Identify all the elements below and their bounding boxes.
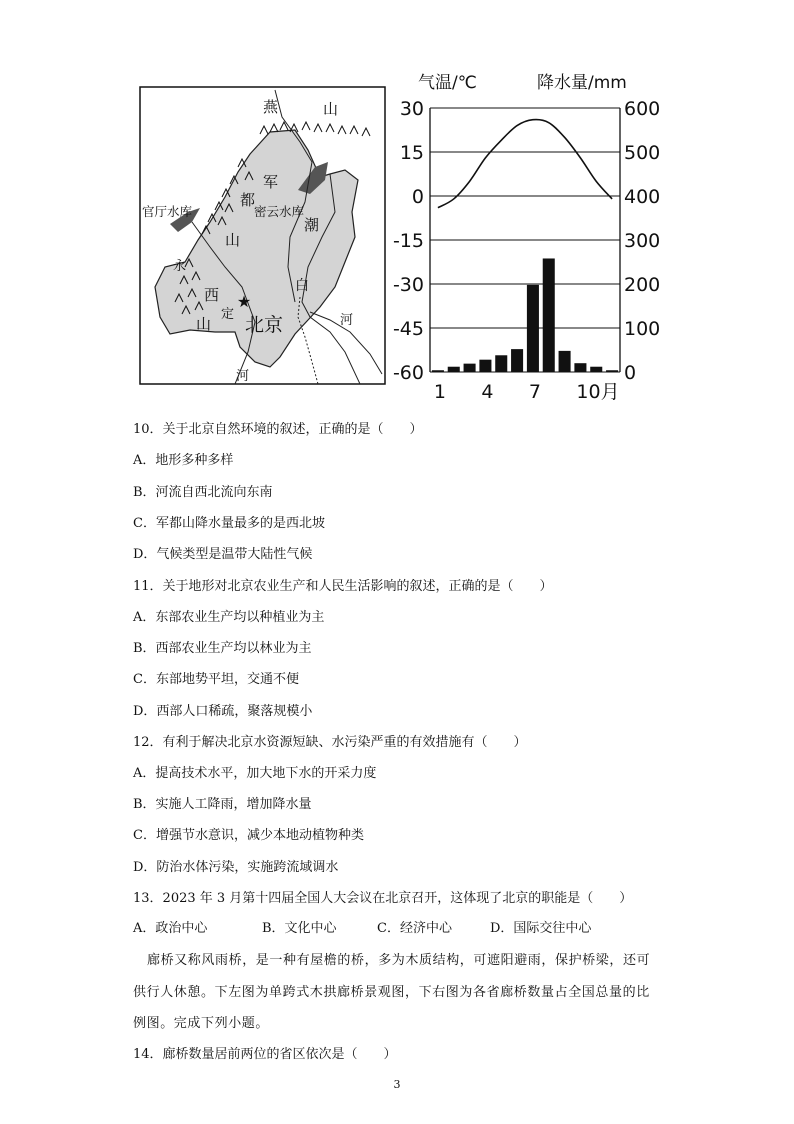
- temperature-curve: [438, 120, 612, 208]
- page-number: 3: [393, 1078, 401, 1091]
- precip-bars: [432, 258, 618, 372]
- right-tick-label: 600: [624, 98, 661, 120]
- left-tick-label: 30: [399, 98, 424, 120]
- precip-bar: [479, 360, 491, 372]
- label-du: 都: [240, 191, 256, 209]
- label-he-right: 河: [340, 313, 354, 328]
- label-miyun: 密云水库: [254, 204, 305, 219]
- left-tick-label: -15: [392, 230, 424, 252]
- q13-option-b[interactable]: B．文化中心: [262, 921, 337, 936]
- right-tick-label: 0: [624, 362, 637, 384]
- left-tick-label: 0: [411, 186, 424, 208]
- label-shan-top: 山: [323, 100, 339, 118]
- precip-bar: [448, 367, 460, 372]
- label-shan-low: 山: [196, 315, 212, 333]
- q13-option-c[interactable]: C．经济中心: [377, 921, 452, 936]
- precip-bar: [511, 349, 523, 372]
- q13-option-a[interactable]: A．政治中心: [133, 921, 208, 936]
- q11-option-c[interactable]: C．东部地势平坦，交通不便: [133, 672, 299, 687]
- precip-bar: [432, 370, 444, 372]
- q10-stem: 10．关于北京自然环境的叙述，正确的是（ ）: [133, 422, 423, 437]
- label-shan-mid: 山: [225, 231, 241, 249]
- capital-star-icon: ★: [236, 292, 252, 311]
- q12-option-c[interactable]: C．增强节水意识，减少本地动植物种类: [133, 828, 364, 843]
- x-tick-label: 7: [528, 381, 542, 403]
- label-beijing: 北京: [245, 314, 284, 336]
- precip-bar: [495, 355, 507, 372]
- q10-option-b[interactable]: B．河流自西北流向东南: [133, 485, 273, 500]
- q12-option-a[interactable]: A．提高技术水平，加大地下水的开采力度: [133, 766, 377, 781]
- precip-bar: [590, 367, 602, 372]
- right-tick-label: 100: [624, 318, 661, 340]
- precip-bar: [543, 258, 555, 372]
- q10-option-d[interactable]: D．气候类型是温带大陆性气候: [133, 547, 313, 562]
- label-yan: 燕: [263, 98, 279, 116]
- label-yong: 永: [173, 259, 187, 274]
- climate-chart: [392, 62, 661, 407]
- right-tick-label: 500: [624, 142, 661, 164]
- q14-stem: 14．廊桥数量居前两位的省区依次是（ ）: [133, 1047, 397, 1062]
- precip-bar: [606, 370, 618, 372]
- q10-option-c[interactable]: C．军都山降水量最多的是西北坡: [133, 516, 325, 531]
- q12-option-b[interactable]: B．实施人工降雨，增加降水量: [133, 797, 312, 812]
- right-tick-label: 400: [624, 186, 661, 208]
- left-tick-label: 15: [399, 142, 424, 164]
- chart-grid: [430, 108, 620, 372]
- q11-option-a[interactable]: A．东部农业生产均以种植业为主: [133, 610, 325, 625]
- right-axis-label: 降水量/mm: [537, 73, 627, 93]
- q11-option-d[interactable]: D．西部人口稀疏，聚落规模小: [133, 704, 313, 719]
- label-chao: 潮: [304, 216, 320, 234]
- precip-bar: [574, 363, 586, 372]
- figure-area: [130, 62, 661, 407]
- passage-line-3: 例图。完成下列小题。: [133, 1016, 270, 1031]
- precip-bar: [527, 285, 539, 372]
- precip-bar: [464, 364, 476, 372]
- q11-stem: 11．关于地形对北京农业生产和人民生活影响的叙述，正确的是（ ）: [133, 579, 553, 594]
- passage-line-1: 廊桥又称风雨桥，是一种有屋檐的桥，多为木质结构，可遮阳避雨，保护桥梁，还可: [147, 953, 651, 968]
- right-tick-label: 300: [624, 230, 661, 252]
- q12-option-d[interactable]: D．防治水体污染，实施跨流域调水: [133, 860, 339, 875]
- right-tick-label: 200: [624, 274, 661, 296]
- q13-option-d[interactable]: D．国际交往中心: [490, 921, 592, 936]
- label-ding: 定: [221, 307, 235, 322]
- beijing-map: [130, 62, 390, 392]
- left-tick-label: -45: [392, 318, 424, 340]
- left-tick-label: -30: [392, 274, 424, 296]
- label-jun: 军: [263, 173, 279, 191]
- label-xi: 西: [204, 286, 220, 304]
- label-guanting: 官厅水库: [142, 204, 193, 219]
- q13-stem: 13．2023 年 3 月第十四届全国人大会议在北京召开，这体现了北京的职能是（ ）: [133, 891, 633, 906]
- q10-option-a[interactable]: A．地形多种多样: [133, 453, 234, 468]
- q11-option-b[interactable]: B．西部农业生产均以林业为主: [133, 641, 312, 656]
- precip-bar: [559, 351, 571, 372]
- x-tick-label: 1: [433, 381, 447, 403]
- left-tick-label: -60: [392, 362, 424, 384]
- left-axis-label: 气温/℃: [418, 73, 477, 93]
- label-he-bottom: 河: [236, 369, 250, 384]
- temp-line: [438, 120, 612, 208]
- x-tick-label: 4: [481, 381, 494, 403]
- x-tick-label: 10月: [576, 381, 620, 403]
- passage-line-2: 供行人休憩。下左图为单跨式木拱廊桥景观图，下右图为各省廊桥数量占全国总量的比: [133, 985, 650, 1000]
- label-bai: 白: [295, 278, 309, 294]
- q12-stem: 12．有利于解决北京水资源短缺、水污染严重的有效措施有（ ）: [133, 735, 527, 750]
